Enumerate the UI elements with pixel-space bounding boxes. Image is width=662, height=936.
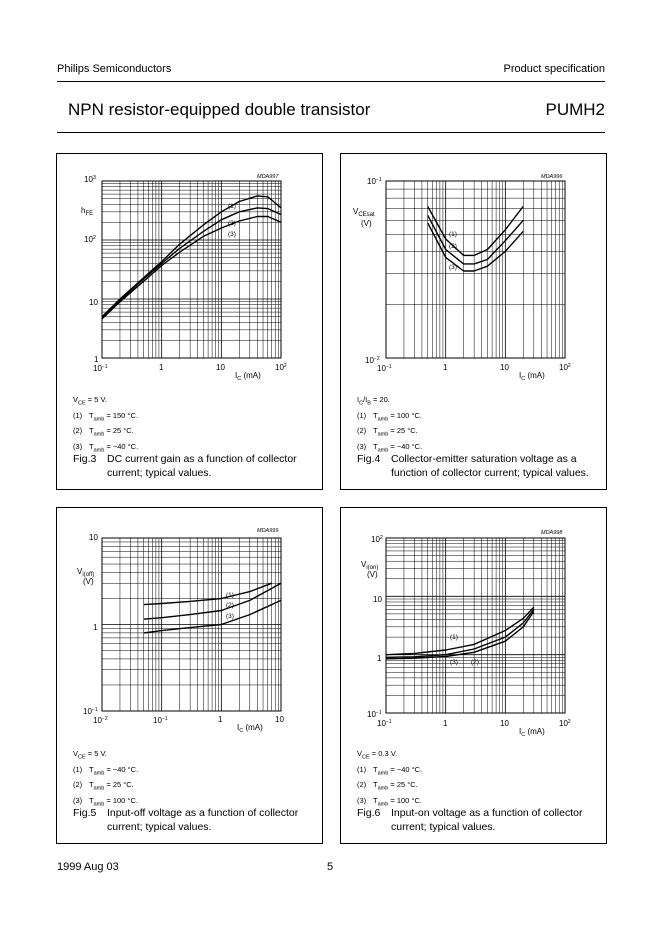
svg-text:10: 10 (373, 595, 382, 604)
figure-6-caption: Fig.6 Input-on voltage as a function of collector current; typical values. (357, 807, 583, 833)
svg-text:(2): (2) (226, 602, 234, 609)
plot-frame (102, 181, 281, 358)
svg-text:(1): (1) (228, 203, 236, 210)
svg-text:10−1: $10^{-1}$ (83, 707, 98, 716)
svg-text:(3): (3) (449, 264, 457, 271)
series-curve-3 (102, 217, 281, 319)
series-curve-2 (144, 583, 281, 619)
svg-text:(2): (2) (471, 659, 479, 666)
svg-text:(3): (3) (228, 231, 236, 238)
figure-5-caption: Fig.5 Input-off voltage as a function of collector current; typical values. (73, 807, 299, 833)
figure-4-conditions: $I_C/I_B = 20$. (1) $T_{amb} = 100$ °C. (2) $T_{amb} = 25$ °C. (3) $T_{amb} = -40$ °C. (357, 395, 423, 453)
plot-frame (386, 181, 565, 358)
header-rule (57, 81, 605, 82)
svg-text:1: 1 (93, 623, 98, 632)
series-curve-1 (144, 583, 272, 604)
svg-text:10−1: $10^{-1}$ (377, 719, 392, 728)
footer-page-number: 5 (327, 861, 334, 873)
figure-4-panel (340, 153, 607, 490)
svg-text:(V): (V) (361, 219, 372, 228)
figure-3-panel (56, 153, 323, 490)
svg-text:1: 1 (377, 654, 382, 663)
figure-4-caption: Fig.4 Collector-emitter saturation voltage as a function of collector current; typical values. (357, 453, 589, 479)
svg-text:102: $10^2$ (84, 235, 96, 244)
series-curve-2 (102, 208, 281, 318)
svg-text:10: 10 (216, 363, 225, 372)
svg-text:VCEsat: $V_{CEsat}$ (353, 207, 375, 218)
svg-text:IC (mA): $I_C$ (mA) (519, 371, 545, 382)
svg-text:(1): (1) (450, 634, 458, 641)
figure-6-panel (340, 507, 607, 844)
title-rule (57, 132, 605, 133)
svg-text:IC (mA): $I_C$ (mA) (519, 727, 545, 738)
svg-text:1: 1 (218, 715, 223, 724)
svg-text:102: $10^2$ (371, 535, 383, 544)
svg-text:10−1: $10^{-1}$ (367, 177, 382, 186)
figure-6-conditions: $V_{CE} = 0.3$ V. (1) $T_{amb} = -40$ °C. (2) $T_{amb} = 25$ °C. (3) $T_{amb} = 100$ °C. (357, 749, 423, 807)
series-curve-1 (386, 607, 534, 655)
svg-text:(2): (2) (449, 243, 457, 250)
figure-5-code: MDA999 (257, 528, 279, 534)
series-curve-2 (428, 215, 524, 264)
svg-text:102: $10^2$ (559, 719, 571, 728)
svg-text:IC (mA): $I_C$ (mA) (235, 371, 261, 382)
footer-date: 1999 Aug 03 (57, 861, 119, 873)
series-curve-2 (386, 609, 534, 657)
figure-4-code: MDA996 (541, 174, 563, 180)
figure-5-panel (56, 507, 323, 844)
svg-text:102: $10^2$ (275, 363, 287, 372)
svg-text:10: 10 (275, 715, 284, 724)
svg-text:10−1: $10^{-1}$ (367, 710, 382, 719)
svg-text:(V): (V) (83, 577, 94, 586)
svg-text:1: 1 (443, 719, 448, 728)
svg-text:1: 1 (443, 363, 448, 372)
svg-text:(1): (1) (449, 231, 457, 238)
svg-text:(3): (3) (450, 659, 458, 666)
svg-text:(1): (1) (226, 592, 234, 599)
svg-text:1: 1 (94, 355, 99, 364)
svg-text:10−1: $10^{-1}$ (93, 364, 108, 373)
figure-3-conditions: $V_{CE} = 5$ V. (1) $T_{amb} = 150$ °C. (2) $T_{amb} = 25$ °C. (3) $T_{amb} = -40$ °C. (73, 395, 139, 453)
svg-text:10−2: $10^{-2}$ (365, 356, 380, 365)
svg-text:10: 10 (500, 719, 509, 728)
svg-text:Vi(off): $V_{i(off)}$ (77, 567, 95, 578)
svg-text:(V): (V) (367, 570, 378, 579)
figure-3-code: MDA997 (257, 174, 279, 180)
figure-6-code: MDA998 (541, 530, 563, 536)
svg-text:10: 10 (89, 298, 98, 307)
svg-text:10−1: $10^{-1}$ (377, 364, 392, 373)
svg-text:(3): (3) (226, 613, 234, 620)
svg-text:10: 10 (500, 363, 509, 372)
svg-text:1: 1 (159, 363, 164, 372)
figure-3-caption: Fig.3 DC current gain as a function of collector current; typical values. (73, 453, 297, 479)
document-title: NPN resistor-equipped double transistor (68, 100, 371, 119)
svg-text:103: $10^3$ (84, 175, 96, 184)
svg-text:10−1: $10^{-1}$ (153, 716, 168, 725)
svg-text:IC (mA): $I_C$ (mA) (237, 723, 263, 734)
series-curve-3 (144, 600, 281, 633)
svg-text:hFE: $h_{FE}$ (81, 206, 94, 217)
svg-text:Vi(on): $V_{i(on)}$ (361, 560, 379, 571)
figure-5-conditions: $V_{CE} = 5$ V. (1) $T_{amb} = -40$ °C. (2) $T_{amb} = 25$ °C. (3) $T_{amb} = 100$ °C. (73, 749, 139, 807)
svg-text:102: $10^2$ (559, 363, 571, 372)
svg-text:(2): (2) (228, 220, 236, 227)
svg-text:10: 10 (89, 533, 98, 542)
part-number: PUMH2 (545, 100, 605, 119)
header-left: Philips Semiconductors (57, 63, 172, 75)
plot-frame (386, 538, 565, 713)
header-right: Product specification (503, 63, 605, 75)
svg-text:10−2: $10^{-2}$ (93, 716, 108, 725)
